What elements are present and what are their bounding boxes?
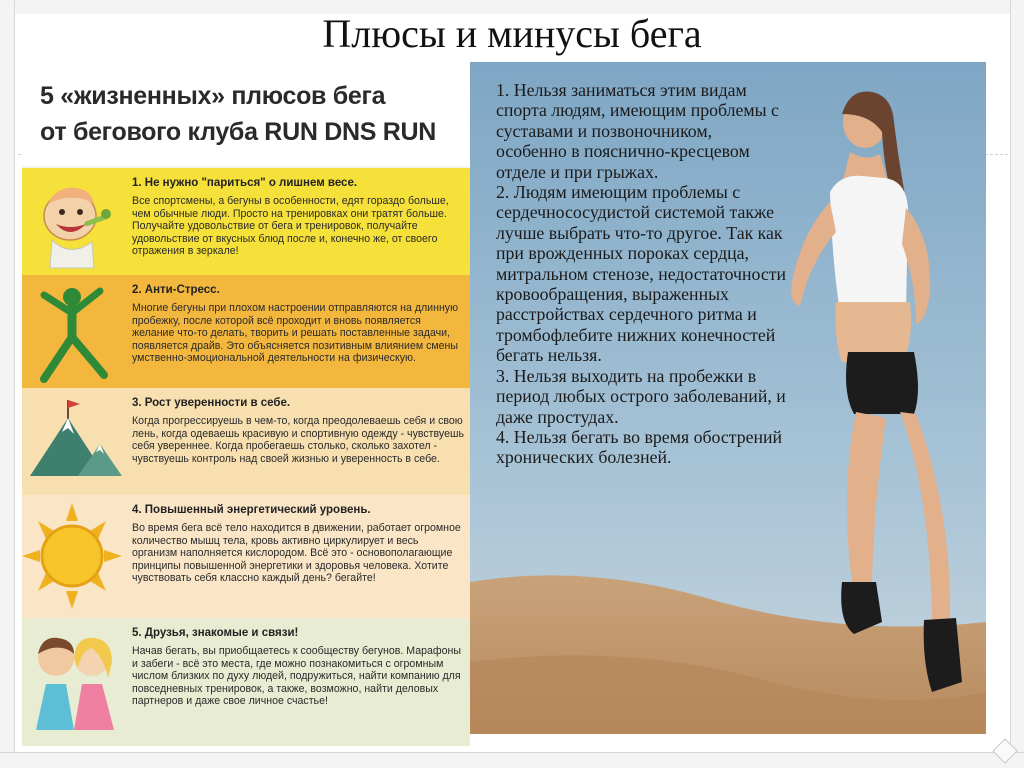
- benefit-item-energy: [22, 495, 470, 618]
- benefit-title-4: 4. Повышенный энергетический уровень.: [132, 504, 371, 516]
- benefit-item-friends: [22, 618, 470, 746]
- minus-item-1: 1. Нельзя заниматься этим видам спорта людям, имеющим проблемы с суставами и позвоночником, особенно в пояснично-кресцевом отделе и при грыжах.: [496, 80, 779, 182]
- two-friends-icon: [22, 618, 128, 746]
- minus-item-4: 4. Нельзя бегать во время обострений хронических болезней.: [496, 426, 783, 468]
- eating-man-icon: [22, 168, 128, 275]
- minuses-text: [496, 80, 786, 468]
- sun-icon: [22, 495, 128, 618]
- benefit-title-1: 1. Не нужно "париться" о лишнем весе.: [132, 177, 358, 189]
- minus-item-2: 2. Людям имеющим проблемы с сердечнососудистой системой также лучше выбрать что-то другое. Так как при врожденных пороках сердца, митральном стенозе, недостаточности кровообращения, выраженных расстройствах сердечного ритма и тромбофлебите нижних конечностей бегать нельзя.: [496, 182, 787, 366]
- benefit-title-3: 3. Рост уверенности в себе.: [132, 397, 291, 409]
- slide-frame-bottom: [0, 752, 1024, 768]
- stretching-figure-icon: [22, 275, 128, 388]
- slide-frame-right: [1010, 0, 1024, 767]
- infographic-panel: [22, 62, 470, 746]
- benefit-text-5: Начав бегать, вы приобщаетесь к сообществу бегунов. Марафоны и забеги - всё это места, где можно познакомиться с огромным числом близких по духу людей, подружиться, найти компанию для повседневных тренировок, а также, возможно, найти деловых партнеров и даже свое личное счастье!: [132, 645, 461, 707]
- slide-frame-left: [0, 0, 15, 767]
- benefit-text-3: Когда прогрессируешь в чем-то, когда преодолеваешь себя и свою лень, когда одеваешь красивую и спортивную одежду - чувствуешь себя увереннее. Когда пробегаешь столько, сколько захотел - чувствуешь контроль над своей жизнью и уверенность в себе.: [132, 415, 465, 465]
- mountain-flag-icon: [22, 388, 128, 495]
- benefit-title-2: 2. Анти-Стресс.: [132, 284, 220, 296]
- infographic-heading-line2: от бегового клуба RUN DNS RUN: [40, 118, 437, 146]
- benefit-text-4: Во время бега всё тело находится в движении, работает огромное количество мышц тела, кровь активно циркулирует и весь организм наполняется кислородом. Всё это - основополагающие принципы повышенной энергетики и здоровья человека. Хотите чувствовать себя классно каждый день? бегайте!: [132, 522, 461, 584]
- infographic-heading-line1: 5 «жизненных» плюсов бега: [40, 82, 386, 110]
- benefit-title-5: 5. Друзья, знакомые и связи!: [132, 627, 299, 639]
- benefit-item-stress: [22, 275, 470, 388]
- benefit-text-1: Все спортсмены, а бегуны в особенности, едят гораздо больше, чем обычные люди. Просто на тренировках они тратят больше. Получайте удовольствие от бега и тренировок, получайте удовольствие от вкусных блюд после и, конечно же, от своего отражения в зеркале!: [132, 195, 449, 257]
- infographic-header: [22, 62, 470, 166]
- minus-item-3: 3. Нельзя выходить на пробежки в период любых острого заболеваний, и даже простудах.: [496, 365, 786, 427]
- benefit-item-confidence: [22, 388, 470, 495]
- benefit-text-2: Многие бегуны при плохом настроении отправляются на длинную пробежку, после которой всё проходит и вновь появляется желание что-то делать, творить и решать поставленные задачи, появляется драйв. Это объясняется позитивным влиянием смены умственно-эмоциональной деятельности на физическую.: [132, 302, 459, 364]
- slide-title: Плюсы и минусы бега: [322, 11, 702, 56]
- benefit-item-weight: [22, 168, 470, 275]
